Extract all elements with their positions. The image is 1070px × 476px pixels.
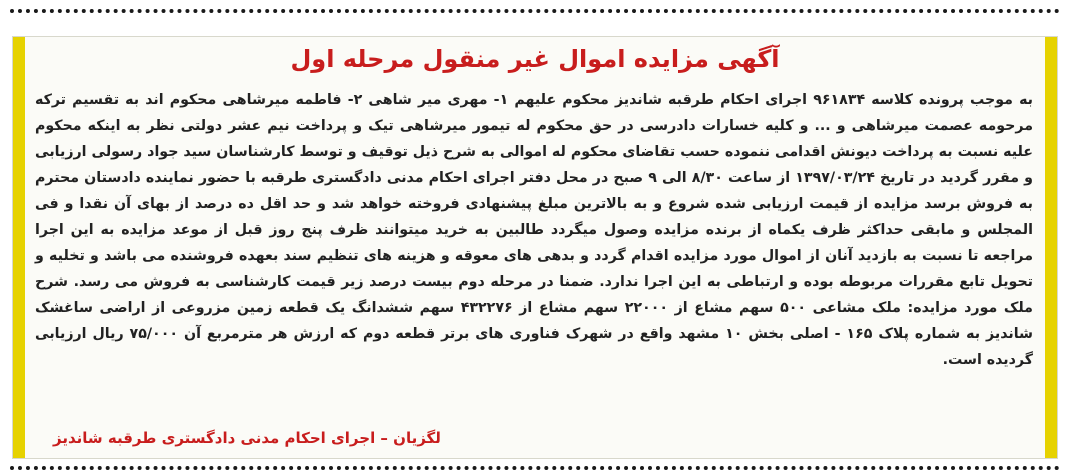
left-yellow-bar: [13, 37, 25, 458]
right-yellow-bar: [1045, 37, 1057, 458]
notice-title: آگهی مزایده اموال غیر منقول مرحله اول: [290, 45, 780, 73]
notice-signature: لگزیان – اجرای احکام مدنی دادگستری طرقبه شاندیز: [53, 429, 441, 447]
bottom-dotted-divider: [10, 466, 1060, 470]
top-dotted-divider: [10, 9, 1060, 13]
auction-notice: [12, 36, 1058, 459]
notice-body: به موجب پرونده کلاسه ۹۶۱۸۳۴ اجرای احکام طرقبه شاندیز محکوم علیهم ۱- مهری میر شاهی ۲- فاطمه میرشاهی محکوم اند به تقسیم ترکه مرحومه عصمت میرشاهی و ... و کلیه خسارات دادرسی در حق محکوم له تیمور میرشاهی تیک و پرداخت نیم عشر دولتی نظر به اینکه محکوم علیه نسبت به پرداخت دیونش اقدامی ننموده حسب تقاضای محکوم له اموالی به شرح ذیل توقیف و توسط کارشناسان سید جواد رسولی ارزیابی و مقرر گردید در تاریخ ۱۳۹۷/۰۳/۲۴ از ساعت ۸/۳۰ الی ۹ صبح در محل دفتر اجرای احکام مدنی دادگستری طرقبه با حضور نماینده دادستان محترم به فروش برسد مزایده از قیمت ارزیابی شده شروع و به بالاترین مبلغ پیشنهادی فروخته خواهد شد و حد اقل ده درصد از بهای آن نقدا و فی المجلس و مابقی حداکثر ظرف یکماه از برنده مزایده وصول میگردد طالبین به خرید میتوانند ظرف پنج روز قبل از موعد مزایده به این اجرا مراجعه تا نسبت به بازدید آنان از اموال مورد مزایده اقدام گردد و بدهی های معوقه و هزینه های تنظیم سند بعهده فروشنده می باشد و تخلیه و تحویل تابع مقررات مربوطه بوده و ارتباطی به این اجرا ندارد. ضمنا در مرحله دوم بیست درصد زیر قیمت کارشناسی به فروش می رسد. شرح ملک مورد مزایده: ملک مشاعی ۵۰۰ سهم مشاع از ۲۲۰۰۰ سهم مشاع از ۴۳۲۲۷۶ سهم ششدانگ یک قطعه زمین مزروعی از اراضی ساغشک شاندیز به شماره پلاک ۱۶۵ - اصلی بخش ۱۰ مشهد واقع در شهرک فناوری های برتر قطعه دوم که ارزش هر مترمربع آن ۷۵/۰۰۰ ریال ارزیابی گردیده است.: [35, 92, 1034, 368]
